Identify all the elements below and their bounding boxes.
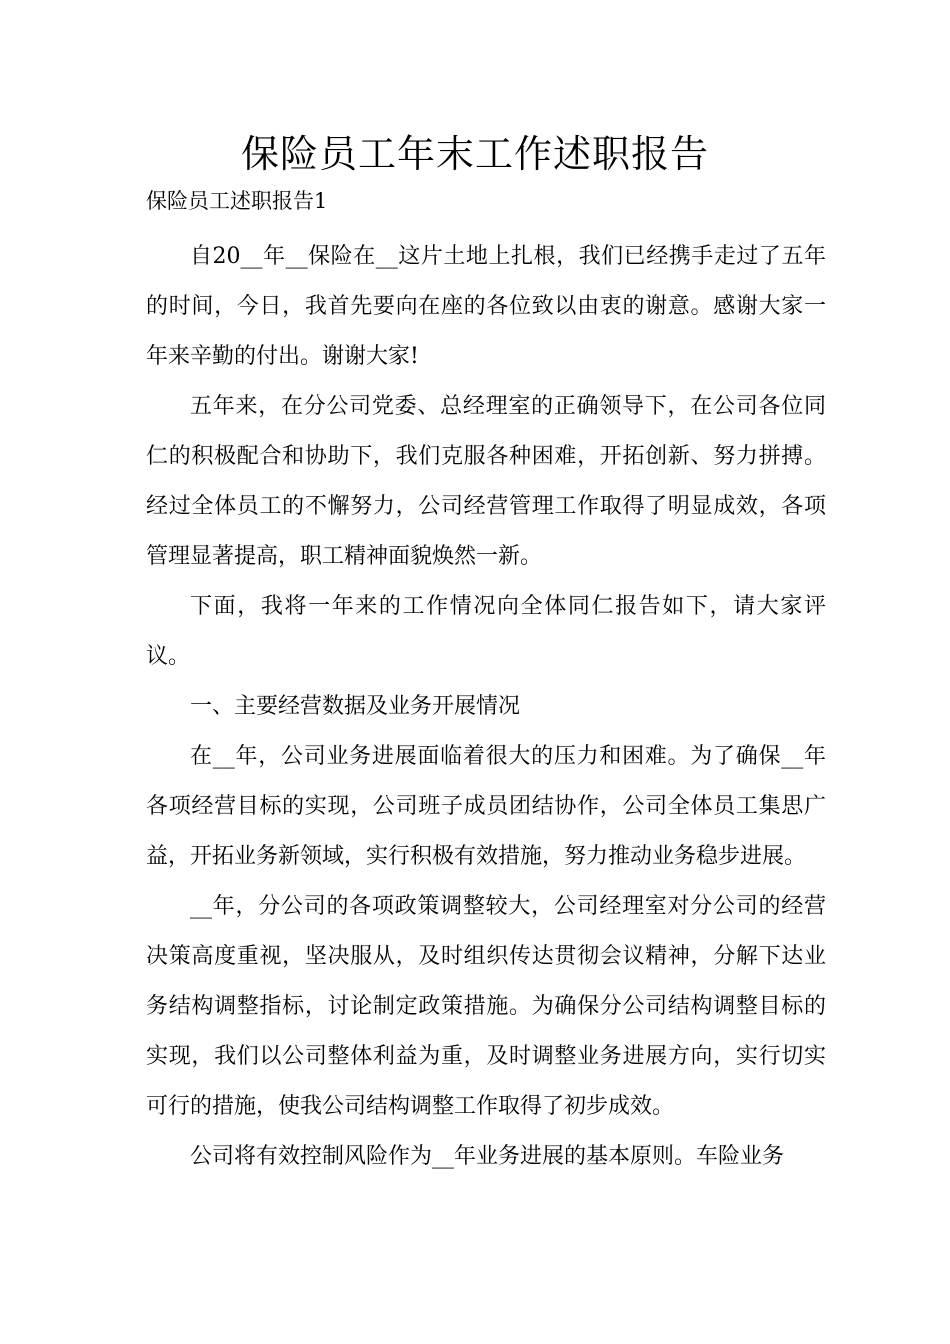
paragraph: 下面，我将一年来的工作情况向全体同仁报告如下，请大家评议。	[146, 594, 826, 669]
paragraph: 在__年，公司业务进展面临着很大的压力和困难。为了确保__年各项经营目标的实现，公司班子成员团结协作，公司全体员工集思广益，开拓业务新领域，实行积极有效措施，努力推动业务稳步进展。	[146, 744, 826, 869]
document-title: 保险员工年末工作述职报告	[240, 132, 709, 176]
paragraph: 公司将有效控制风险作为__年业务进展的基本原则。车险业务	[190, 1144, 785, 1169]
section-heading: 一、主要经营数据及业务开展情况	[190, 694, 521, 719]
document-body	[146, 232, 826, 1182]
paragraph: 自20__年__保险在__这片土地上扎根，我们已经携手走过了五年的时间，今日，我首先要向在座的各位致以由衷的谢意。感谢大家一年来辛勤的付出。谢谢大家!	[146, 244, 826, 369]
paragraph: 五年来，在分公司党委、总经理室的正确领导下，在公司各位同仁的积极配合和协助下，我们克服各种困难，开拓创新、努力拼搏。经过全体员工的不懈努力，公司经营管理工作取得了明显成效，各项管理显著提高，职工精神面貌焕然一新。	[146, 394, 826, 569]
paragraph: __年，分公司的各项政策调整较大，公司经理室对分公司的经营决策高度重视，坚决服从，及时组织传达贯彻会议精神，分解下达业务结构调整指标，讨论制定政策措施。为确保分公司结构调整目标的实现，我们以公司整体利益为重，及时调整业务进展方向，实行切实可行的措施，使我公司结构调整工作取得了初步成效。	[146, 894, 826, 1119]
document-subtitle: 保险员工述职报告1	[146, 189, 328, 213]
